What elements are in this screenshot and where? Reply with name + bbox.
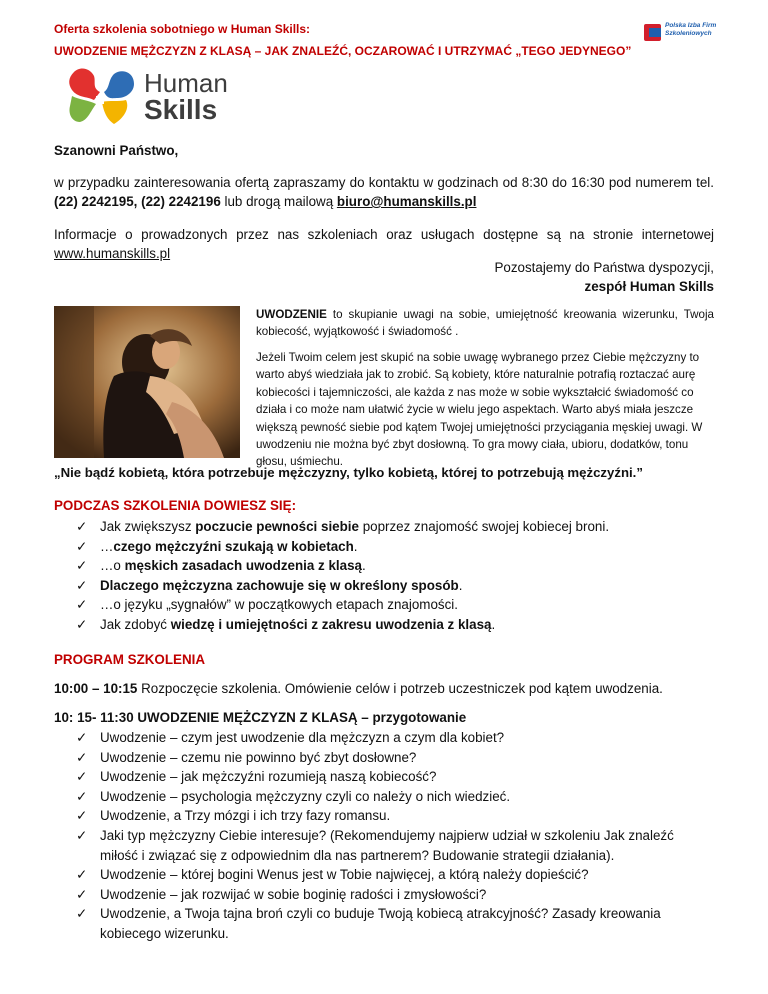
pifs-logo — [644, 22, 734, 48]
human-skills-logo — [66, 66, 266, 128]
check-icon: ✓ — [76, 769, 88, 785]
info-text: Informacje o prowadzonych przez nas szkoleniach oraz usługach dostępne są na stronie internetowej — [54, 227, 714, 242]
list-item: ✓ Jak zdobyć wiedzę i umiejętności z zakresu uwodzenia z klasą. — [76, 615, 609, 635]
check-icon: ✓ — [76, 577, 88, 593]
program-slot-1 — [54, 681, 663, 696]
list-item: ✓ Uwodzenie, a Twoja tajna broń czyli co buduje Twoją kobiecą atrakcyjność? Zasady kreowania kobiecego wizerunku. — [76, 906, 661, 941]
phone-numbers: (22) 2242195, (22) 2242196 — [54, 194, 221, 209]
couple-photo — [54, 306, 240, 458]
offer-heading: Oferta szkolenia sobotniego w Human Skills: — [54, 22, 311, 36]
check-icon: ✓ — [76, 886, 88, 902]
list-item: ✓ Uwodzenie, a Trzy mózgi i ich trzy fazy romansu. — [76, 806, 696, 826]
greeting: Szanowni Państwo, — [54, 143, 179, 158]
check-icon: ✓ — [76, 558, 88, 573]
check-icon: ✓ — [76, 788, 88, 804]
closing-signature: zespół Human Skills — [584, 279, 714, 294]
email-link[interactable]: biuro@humanskills.pl — [336, 194, 477, 209]
logo-word-skills: Skills — [144, 94, 218, 125]
list-item: ✓ …czego mężczyźni szukają w kobietach. — [76, 537, 609, 557]
contact-paragraph — [54, 173, 714, 211]
check-icon: ✓ — [76, 808, 88, 824]
intro-body: Jeżeli Twoim celem jest skupić na sobie uwagę wybranego przez Ciebie mężczyzny to warto abyś wiedziała jak to zrobić. Są kobiety, które naturalnie potrafią roztaczać aurę kobiecości i tajemniczości, ale każda z nas może w sobie wykształcić świadomość co działa i co może nam ułatwić życie w wielu jego aspektach. Warto abyś miała jeszcze większą pewność siebie pod kątem Twojej umiejętności przyciągania męskiej uwagi. W uwodzeniu nie można być zbyt dosłowną. To gra mowy ciała, ubioru, dodatków, tonu głosu, uśmiechu. — [256, 351, 703, 469]
check-icon: ✓ — [76, 749, 88, 765]
quote: „Nie bądź kobietą, która potrzebuje mężczyzny, tylko kobietą, której to potrzebują mężczyźni.” — [54, 465, 643, 480]
learn-heading: PODCZAS SZKOLENIA DOWIESZ SIĘ: — [54, 498, 297, 513]
contact-text: w przypadku zainteresowania ofertą zapraszamy do kontaktu w godzinach od 8:30 do 16:30 pod numerem tel. — [54, 175, 714, 190]
logo-word-human: Human — [144, 68, 228, 98]
learn-list — [76, 517, 609, 634]
list-item: ✓ Uwodzenie – jak rozwijać w sobie boginię radości i zmysłowości? — [76, 885, 696, 905]
definition-text: to skupianie uwagi na sobie, umiejętność kreowania wizerunku, Twoja kobiecość, wyjątkowość i świadomość . — [256, 308, 714, 338]
check-icon: ✓ — [76, 867, 88, 883]
puzzle-heart-icon — [66, 66, 138, 128]
check-icon: ✓ — [76, 730, 88, 745]
program-heading: PROGRAM SZKOLENIA — [54, 652, 206, 667]
program-slot-2-title: 10: 15- 11:30 UWODZENIE MĘŻCZYZN Z KLASĄ – przygotowanie — [54, 710, 467, 725]
list-item: ✓ …o języku „sygnałów” w początkowych etapach znajomości. — [76, 595, 609, 615]
list-item: ✓ Jaki typ mężczyzny Ciebie interesuje? (Rekomendujemy najpierw udział w szkoleniu Jak znaleźć miłość i związać się z odpowiednim dla nas partnerem? Budowanie strategii działania). — [76, 827, 674, 863]
check-icon: ✓ — [76, 597, 88, 612]
list-item: ✓ Uwodzenie – psychologia mężczyzny czyli co należy o nich wiedzieć. — [76, 787, 696, 807]
pifs-logo-icon — [644, 24, 661, 41]
closing-line: Pozostajemy do Państwa dyspozycji, — [494, 260, 714, 275]
list-item: ✓ Uwodzenie – czemu nie powinno być zbyt dosłowne? — [76, 748, 696, 768]
check-icon: ✓ — [76, 519, 88, 534]
list-item: ✓ Dlaczego mężczyzna zachowuje się w określony sposób. — [76, 576, 609, 596]
definition-term: UWODZENIE — [256, 308, 327, 321]
check-icon: ✓ — [76, 538, 88, 554]
slot-time: 10:00 – 10:15 — [54, 681, 138, 696]
slot-text: Rozpoczęcie szkolenia. Omówienie celów i potrzeb uczestniczek pod kątem uwodzenia. — [137, 681, 663, 696]
check-icon: ✓ — [76, 827, 88, 843]
contact-text-2: lub drogą mailową — [220, 194, 337, 209]
list-item: ✓ Uwodzenie – jak mężczyźni rozumieją naszą kobiecość? — [76, 767, 696, 787]
pifs-logo-text: Polska Izba Firm Szkoleniowych — [665, 22, 717, 37]
check-icon: ✓ — [76, 616, 88, 632]
program-slot-2-list — [76, 728, 696, 944]
list-item: ✓ Uwodzenie – której bogini Wenus jest w Tobie najwięcej, a którą należy dopieścić? — [76, 865, 696, 885]
check-icon: ✓ — [76, 906, 88, 922]
seduction-definition — [256, 306, 714, 340]
list-item: ✓ Jak zwiększysz poczucie pewności siebie poprzez znajomość swojej kobiecej broni. — [76, 517, 609, 537]
training-title: UWODZENIE MĘŻCZYZN Z KLASĄ – JAK ZNALEŹĆ, OCZAROWAĆ I UTRZYMAĆ „TEGO JEDYNEGO” — [54, 44, 632, 58]
list-item: ✓ …o męskich zasadach uwodzenia z klasą. — [76, 556, 609, 576]
list-item: ✓ Uwodzenie – czym jest uwodzenie dla mężczyzn a czym dla kobiet? — [76, 728, 696, 748]
website-link[interactable]: www.humanskills.pl — [54, 246, 171, 261]
